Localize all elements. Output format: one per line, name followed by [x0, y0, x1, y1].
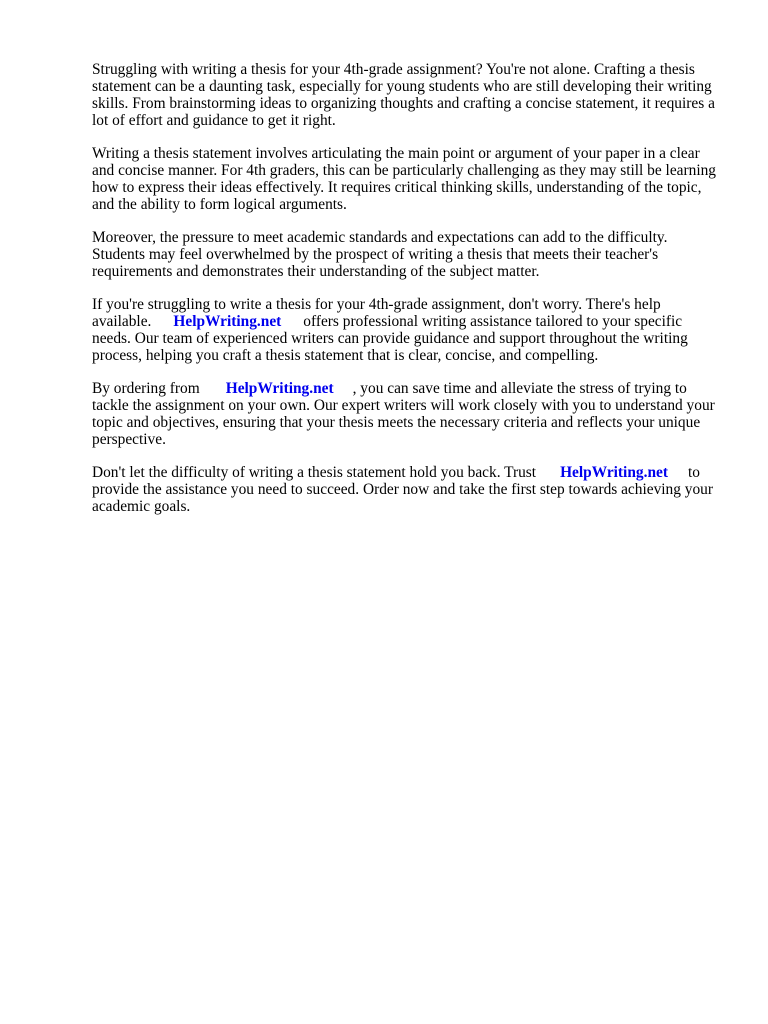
paragraph-text-after-link: to provide the assistance you need to succeed. Order now and take the first step towards achieving your academic goals. [92, 464, 713, 515]
paragraph-help-available [92, 296, 724, 364]
helpwriting-link[interactable]: HelpWriting.net [560, 464, 668, 481]
paragraph-text-before-link: Don't let the difficulty of writing a thesis statement hold you back. Trust [92, 464, 537, 481]
paragraph-pressure: Moreover, the pressure to meet academic standards and expectations can add to the difficulty. Students may feel overwhelmed by the prospect of writing a thesis that meets their teacher's requirements and demonstrates their understanding of the subject matter. [92, 229, 668, 280]
paragraph-text-before-link: By ordering from [92, 380, 200, 397]
paragraph-text-before-link: If you're struggling to write a thesis for your 4th-grade assignment, don't worry. There's help available. [92, 296, 661, 330]
paragraph-text-after-link: offers professional writing assistance tailored to your specific needs. Our team of experienced writers can provide guidance and support throughout the writing process, helping you craft a thesis statement that is clear, concise, and compelling. [92, 313, 688, 364]
helpwriting-link[interactable]: HelpWriting.net [173, 313, 282, 330]
paragraph-ordering [92, 380, 724, 448]
paragraph-intro: Struggling with writing a thesis for your 4th-grade assignment? You're not alone. Crafting a thesis statement can be a daunting task, especially for young students who are still developing their writing skills. From brainstorming ideas to organizing thoughts and crafting a concise statement, it requires a lot of effort and guidance to get it right. [92, 61, 715, 129]
document-body [92, 61, 724, 531]
paragraph-text-after-link: , you can save time and alleviate the stress of trying to tackle the assignment on your own. Our expert writers will work closely with you to understand your topic and objectives, ensuring that your thesis meets the necessary criteria and reflects your unique perspective. [92, 380, 715, 448]
paragraph-call-to-action [92, 464, 724, 515]
paragraph-thesis-definition: Writing a thesis statement involves articulating the main point or argument of your paper in a clear and concise manner. For 4th graders, this can be particularly challenging as they may still be learning how to express their ideas effectively. It requires critical thinking skills, understanding of the topic, and the ability to form logical arguments. [92, 145, 716, 213]
helpwriting-link[interactable]: HelpWriting.net [225, 380, 334, 397]
